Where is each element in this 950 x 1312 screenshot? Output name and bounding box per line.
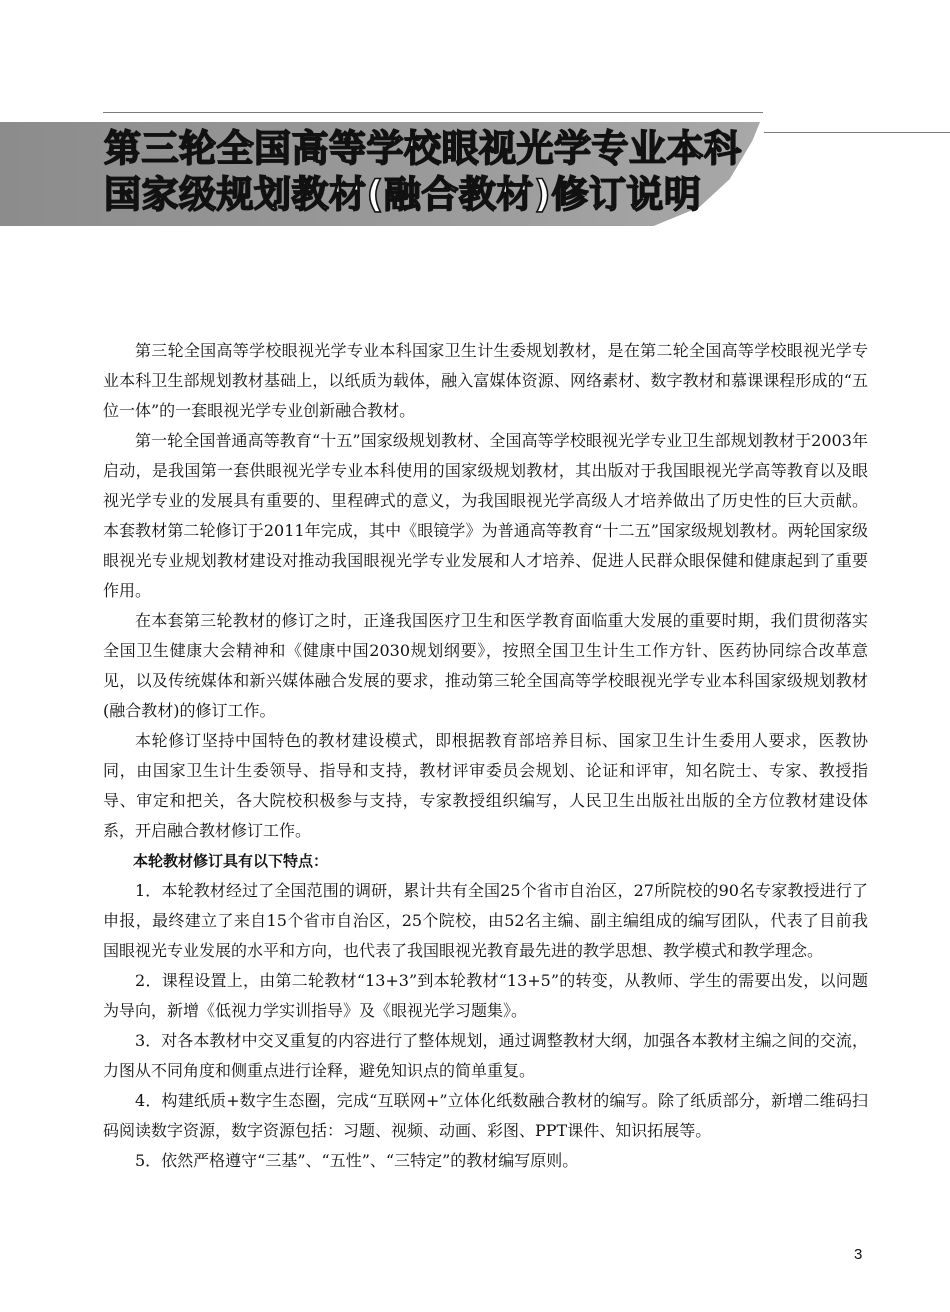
title-line-1: 第三轮全国高等学校眼视光学专业本科	[104, 127, 742, 170]
features-heading: 本轮教材修订具有以下特点：	[133, 852, 329, 870]
feature-item-4: 4．构建纸质+数字生态圈，完成“互联网+”立体化纸数融合教材的编写。除了纸质部分，新增二维码扫码阅读数字资源，数字资源包括：习题、视频、动画、彩图、PPT课件、知识拓展等。	[103, 1091, 868, 1140]
document-body	[103, 336, 868, 1176]
banner-rule	[764, 132, 950, 133]
feature-item-2: 2．课程设置上，由第二轮教材“13+3”到本轮教材“13+5”的转变，从教师、学生的需要出发，以问题为导向，新增《低视力学实训指导》及《眼视光学习题集》。	[103, 971, 868, 1020]
title-line-2: 国家级规划教材(融合教材)修订说明	[104, 173, 702, 216]
feature-item-5: 5．依然严格遵守“三基”、“五性”、“三特定”的教材编写原则。	[135, 1151, 579, 1170]
paragraph-2: 第一轮全国普通高等教育“十五”国家级规划教材、全国高等学校眼视光学专业卫生部规划教材于2003年启动，是我国第一套供眼视光学专业本科使用的国家级规划教材，其出版对于我国眼视光学高等教育以及眼视光学专业的发展具有重要的、里程碑式的意义，为我国眼视光学高级人才培养做出了历史性的巨大贡献。本套教材第二轮修订于2011年完成，其中《眼镜学》为普通高等教育“十二五”国家级规划教材。两轮国家级眼视光专业规划教材建设对推动我国眼视光学专业发展和人才培养、促进人民群众眼保健和健康起到了重要作用。	[103, 431, 868, 600]
paragraph-4: 本轮修订坚持中国特色的教材建设模式，即根据教育部培养目标、国家卫生计生委用人要求，医教协同，由国家卫生计生委领导、指导和支持，教材评审委员会规划、论证和评审，知名院士、专家、教授指导、审定和把关，各大院校积极参与支持，专家教授组织编写，人民卫生出版社出版的全方位教材建设体系，开启融合教材修订工作。	[103, 731, 868, 840]
feature-item-1: 1．本轮教材经过了全国范围的调研，累计共有全国25个省市自治区，27所院校的90名专家教授进行了申报，最终建立了来自15个省市自治区，25个院校，由52名主编、副主编组成的编写团队，代表了目前我国眼视光专业发展的水平和方向，也代表了我国眼视光教育最先进的教学思想、教学模式和教学理念。	[103, 881, 868, 960]
top-rule	[103, 112, 763, 113]
paragraph-1: 第三轮全国高等学校眼视光学专业本科国家卫生计生委规划教材，是在第二轮全国高等学校眼视光学专业本科卫生部规划教材基础上，以纸质为载体，融入富媒体资源、网络素材、数字教材和慕课课程形成的“五位一体”的一套眼视光学专业创新融合教材。	[103, 341, 868, 420]
feature-item-3: 3．对各本教材中交叉重复的内容进行了整体规划，通过调整教材大纲，加强各本教材主编之间的交流，力图从不同角度和侧重点进行诠释，避免知识点的简单重复。	[103, 1031, 868, 1080]
page-number: 3	[854, 1246, 863, 1263]
page-title	[104, 126, 742, 218]
paragraph-3: 在本套第三轮教材的修订之时，正逢我国医疗卫生和医学教育面临重大发展的重要时期，我们贯彻落实全国卫生健康大会精神和《健康中国2030规划纲要》，按照全国卫生计生工作方针、医药协同综合改革意见，以及传统媒体和新兴媒体融合发展的要求，推动第三轮全国高等学校眼视光学专业本科国家级规划教材(融合教材)的修订工作。	[103, 611, 868, 720]
